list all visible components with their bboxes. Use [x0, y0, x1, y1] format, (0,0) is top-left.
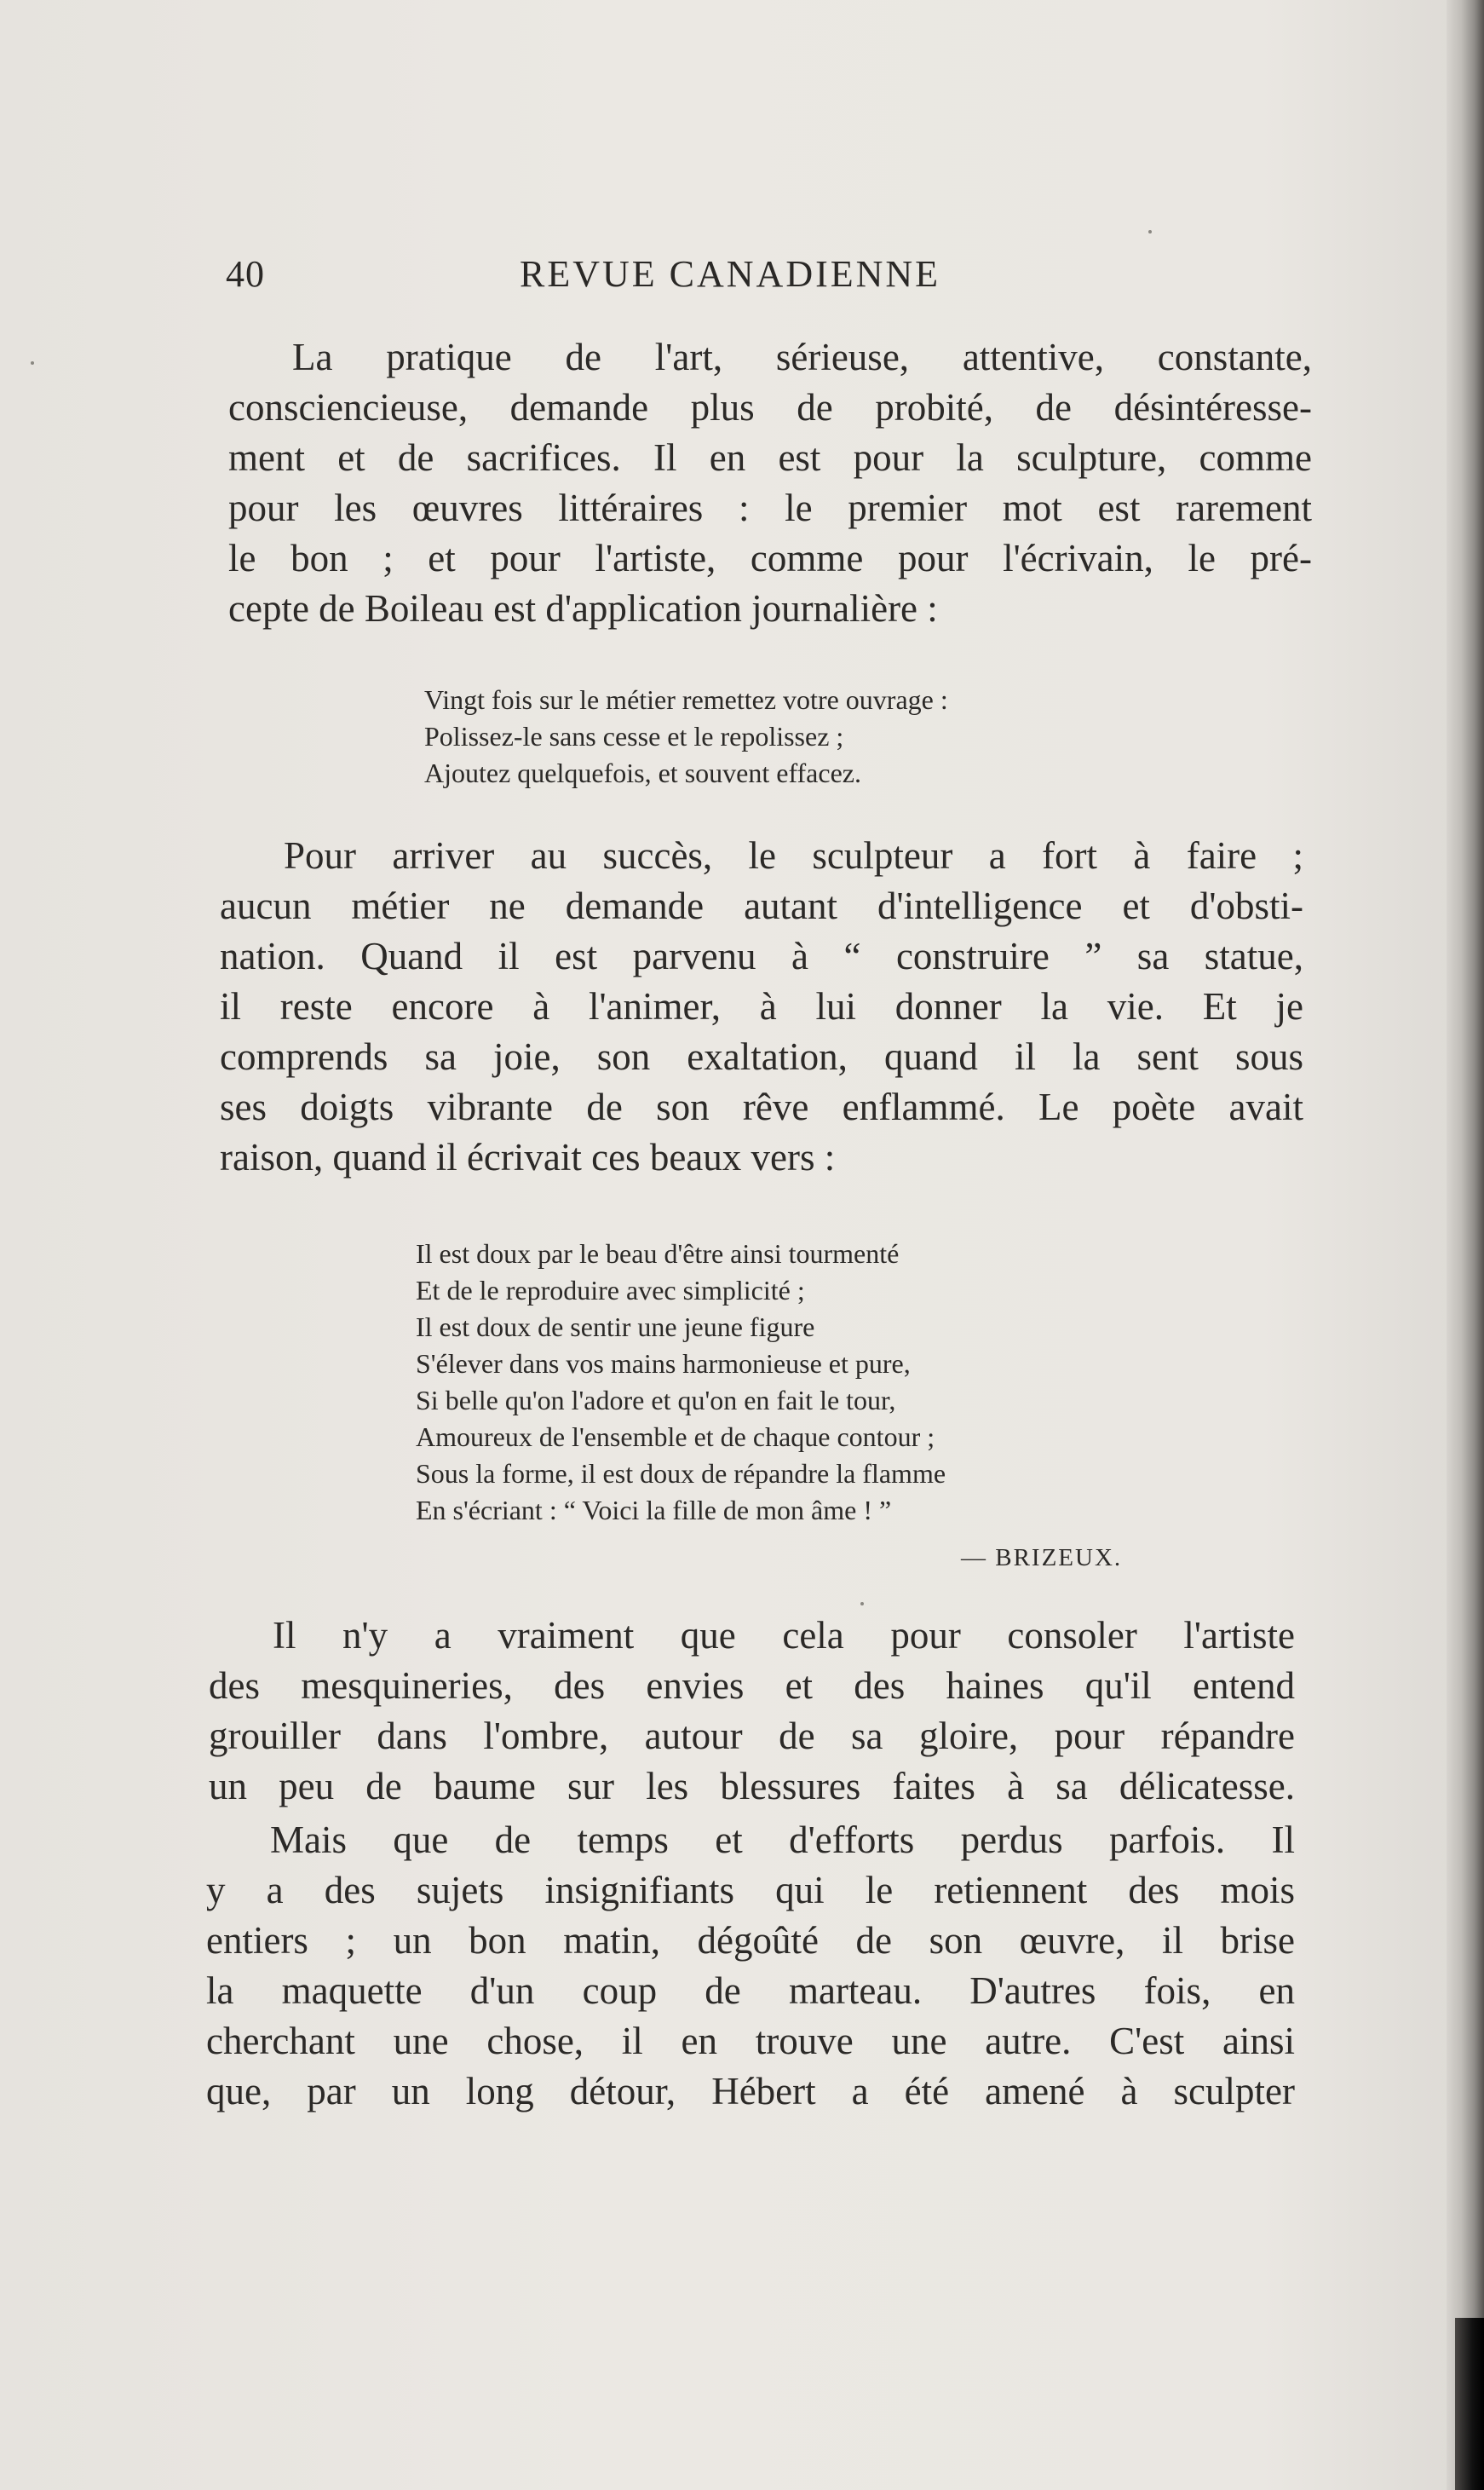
paragraph-line: la maquette d'un coup de marteau. D'autres fois, en: [206, 1969, 1295, 2012]
paragraph-line: Il n'y a vraiment que cela pour consoler l'artiste: [273, 1614, 1295, 1657]
verse-line: Vingt fois sur le métier remettez votre ouvrage :: [424, 684, 948, 715]
verse-line: Ajoutez quelquefois, et souvent effacez.: [424, 758, 861, 788]
verse-line: Il est doux par le beau d'être ainsi tourmenté: [416, 1238, 900, 1269]
paragraph-line: raison, quand il écrivait ces beaux vers :: [220, 1136, 836, 1179]
verse-line: Et de le reproduire avec simplicité ;: [416, 1275, 805, 1306]
page-edge-shadow: [1447, 0, 1484, 2490]
paragraph-1: [228, 332, 1312, 634]
paragraph-line: ses doigts vibrante de son rêve enflammé. Le poète avait: [220, 1086, 1303, 1128]
verse-attribution: — BRIZEUX.: [961, 1544, 1123, 1571]
verse-line: S'élever dans vos mains harmonieuse et pure,: [416, 1348, 911, 1379]
paragraph-line: le bon ; et pour l'artiste, comme pour l'écrivain, le pré-: [228, 537, 1312, 579]
verse-line: Il est doux de sentir une jeune figure: [416, 1311, 815, 1342]
paragraph-line: des mesquineries, des envies et des haines qu'il entend: [209, 1664, 1295, 1707]
paragraph-line: Mais que de temps et d'efforts perdus parfois. Il: [270, 1819, 1295, 1861]
paragraph-line: comprends sa joie, son exaltation, quand il la sent sous: [220, 1035, 1303, 1078]
paper-speck: [1148, 230, 1152, 233]
verse-quote-1: [424, 682, 948, 792]
page-edge-dark: [1455, 2318, 1484, 2490]
verse-line: Polissez-le sans cesse et le repolissez ;: [424, 721, 844, 752]
paragraph-line: il reste encore à l'animer, à lui donner la vie. Et je: [220, 985, 1303, 1028]
verse-quote-2: [416, 1236, 946, 1529]
paragraph-line: consciencieuse, demande plus de probité, de désintéresse-: [228, 386, 1312, 429]
paragraph-line: cherchant une chose, il en trouve une autre. C'est ainsi: [206, 2020, 1295, 2062]
paragraph-4: [206, 1815, 1295, 2117]
paragraph-line: entiers ; un bon matin, dégoûté de son œuvre, il brise: [206, 1919, 1295, 1962]
paragraph-line: un peu de baume sur les blessures faites à sa délicatesse.: [209, 1765, 1295, 1807]
running-title: REVUE CANADIENNE: [520, 253, 941, 295]
paragraph-2: [220, 831, 1303, 1183]
verse-line: Sous la forme, il est doux de répandre la flamme: [416, 1458, 946, 1489]
paragraph-line: y a des sujets insignifiants qui le retiennent des mois: [206, 1869, 1295, 1911]
paragraph-line: Pour arriver au succès, le sculpteur a fort à faire ;: [284, 834, 1303, 877]
paragraph-line: La pratique de l'art, sérieuse, attentive, constante,: [292, 336, 1312, 378]
paragraph-line: ment et de sacrifices. Il en est pour la sculpture, comme: [228, 436, 1312, 479]
page-header: [226, 252, 1027, 300]
page-number: 40: [226, 253, 265, 295]
paragraph-line: grouiller dans l'ombre, autour de sa gloire, pour répandre: [209, 1715, 1295, 1757]
paragraph-3: [209, 1611, 1295, 1812]
paragraph-line: aucun métier ne demande autant d'intelligence et d'obsti-: [220, 885, 1303, 927]
verse-line: Amoureux de l'ensemble et de chaque contour ;: [416, 1421, 935, 1452]
verse-line: Si belle qu'on l'adore et qu'on en fait le tour,: [416, 1385, 896, 1415]
paper-speck: [31, 361, 34, 365]
paragraph-line: nation. Quand il est parvenu à “ construire ” sa statue,: [220, 935, 1303, 977]
paragraph-line: cepte de Boileau est d'application journalière :: [228, 587, 938, 630]
paragraph-line: que, par un long détour, Hébert a été amené à sculpter: [206, 2070, 1295, 2112]
paragraph-line: pour les œuvres littéraires : le premier mot est rarement: [228, 487, 1312, 529]
paper-speck: [860, 1602, 864, 1605]
verse-line: En s'écriant : “ Voici la fille de mon âme ! ”: [416, 1495, 892, 1525]
